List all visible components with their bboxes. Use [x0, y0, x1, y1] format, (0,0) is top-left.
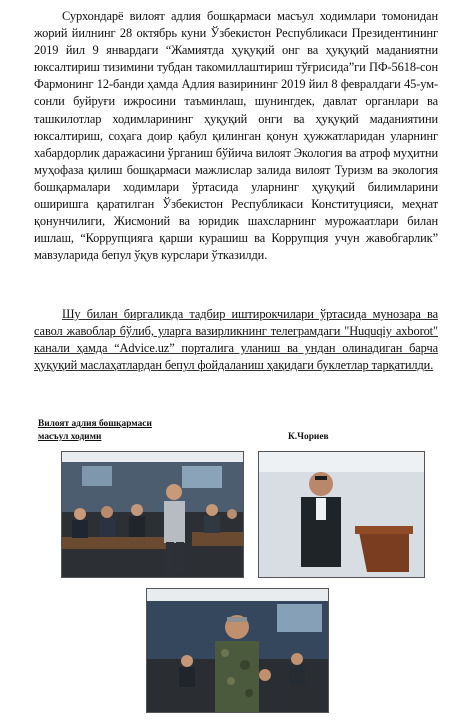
signature-name: К.Чориев [288, 432, 329, 442]
signature-role: масъул ходими [38, 432, 102, 442]
photo-speaker [258, 451, 425, 578]
paragraph-secondary: Шу билан биргаликда тадбир иштирокчилари ўртасида мунозара ва савол жавоблар бўлиб, уларга вазирликнинг телеграмдаги "Huquqiy axborot" канали ҳамда “Advice.uz” порталига уланиш ва ундан олинадиган барча ҳуқуқий маслаҳатлардан бепул фойдаланиш ҳақидаги буклетлар тарқатилди. [34, 307, 438, 373]
signature-title: Вилоят адлия бошқармаси [38, 419, 152, 429]
photo-participant [146, 588, 329, 713]
signature-position [38, 431, 438, 443]
photo-audience [61, 451, 244, 578]
paragraph-main: Сурхондарё вилоят адлия бошқармаси масъул ходимлари томонидан жорий йилнинг 28 октябрь куни Ўзбекистон Республикаси Президентининг 2019 йил 9 январдаги “Жамиятда ҳуқуқий онг ва ҳуқуқий маданиятни юксалтириш тизимини тубдан такомиллаштириш тўғрисида”ги ПФ-5618-сон Фармонинг 12-банди ҳамда Адлия вазирининг 2019 йил 8 февралдаги 45-ум-сонли буйруғи ижросини таъминлаш, шунингдек, давлат органлари ва ташкилотлар ходимларининг ҳуқуқий онги ва ҳуқуқий маданиятини юксалтириш, соҳага доир қабул қилинган қонун ҳужжатларидан уларнинг хабардорлик даражасини ўрганиш бўйича вилоят Экология ва атроф муҳитни муҳофаза қилиш бошқармаси мажлислар залида вилоят Туризм ва экология бошқармалари ходимлари ўртасида уларнинг ҳуқуқий билимларини оширишга қаратилган Ўзбекистон Республикаси Конституцияси, меҳнат қонунчилиги, Жисмоний ва юридик шахсларнинг мурожаатлари билан ишлаш, “Коррупцияга қарши курашиш ва Коррупция учун жавобгарлик” мавзуларида бепул ўқув курслари ўтказилди. [34, 9, 438, 263]
